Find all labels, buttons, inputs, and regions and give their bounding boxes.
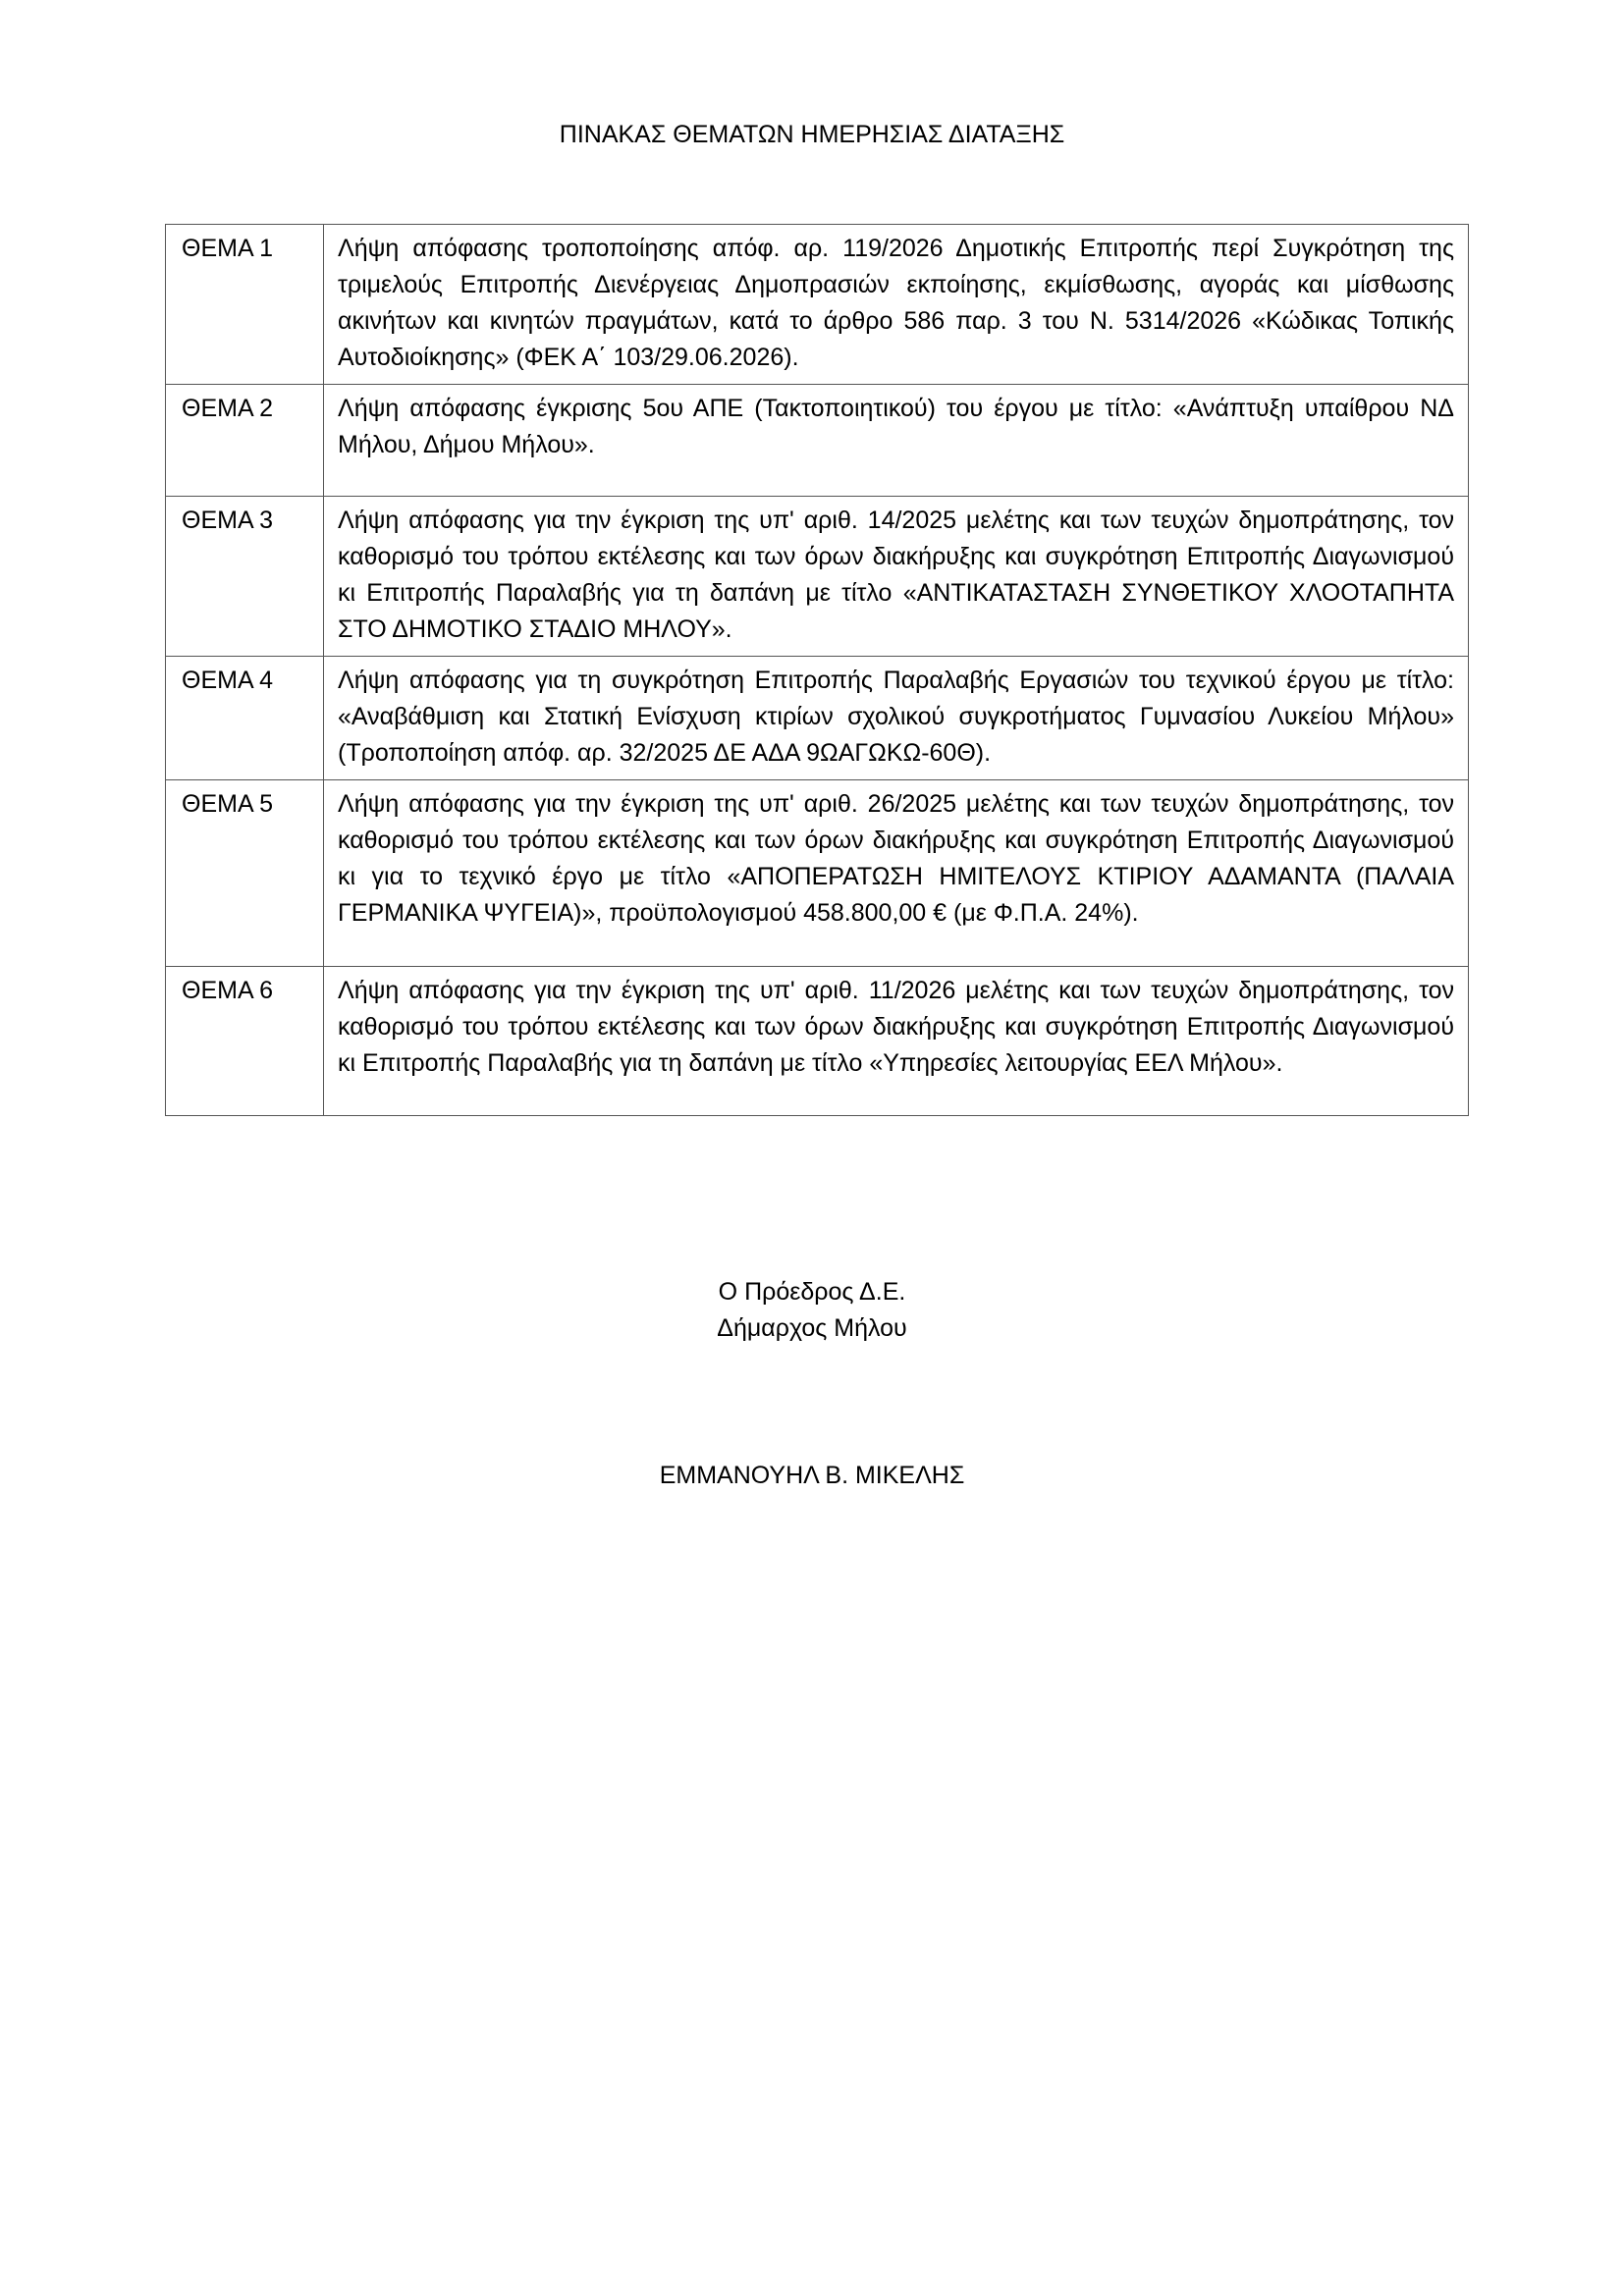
agenda-item-number: ΘΕΜΑ 3	[166, 497, 324, 657]
agenda-item-text: Λήψη απόφασης τροποποίησης απόφ. αρ. 119/2026 Δημοτικής Επιτροπής περί Συγκρότηση της τριμελούς Επιτροπής Διενέργειας Δημοπρασιών εκποίησης, εκμίσθωσης, αγοράς και μίσθωσης ακινήτων και κινητών πραγμάτων, κατά το άρθρο 586 παρ. 3 του Ν. 5314/2026 «Κώδικας Τοπικής Αυτοδιοίκησης» (ΦΕΚ Α΄ 103/29.06.2026).	[324, 225, 1469, 385]
agenda-item-text: Λήψη απόφασης έγκρισης 5ου ΑΠΕ (Τακτοποιητικού) του έργου με τίτλο: «Ανάπτυξη υπαίθρου ΝΔ Μήλου, Δήμου Μήλου».	[324, 385, 1469, 497]
agenda-row	[166, 780, 1469, 967]
page-title: ΠΙΝΑΚΑΣ ΘΕΜΑΤΩΝ ΗΜΕΡΗΣΙΑΣ ΔΙΑΤΑΞΗΣ	[559, 121, 1065, 148]
agenda-item-text: Λήψη απόφασης για την έγκριση της υπ' αριθ. 14/2025 μελέτης και των τευχών δημοπράτησης, τον καθορισμό του τρόπου εκτέλεσης και των όρων διακήρυξης και συγκρότηση Επιτροπής Διαγωνισμού κι Επιτροπής Παραλαβής για τη δαπάνη με τίτλο «ΑΝΤΙΚΑΤΑΣΤΑΣΗ ΣΥΝΘΕΤΙΚΟΥ ΧΛΟΟΤΑΠΗΤΑ ΣΤΟ ΔΗΜΟΤΙΚΟ ΣΤΑΔΙΟ ΜΗΛΟΥ».	[324, 497, 1469, 657]
agenda-item-number: ΘΕΜΑ 4	[166, 657, 324, 780]
agenda-item-number: ΘΕΜΑ 5	[166, 780, 324, 967]
agenda-row	[166, 967, 1469, 1116]
signature-role-line: Ο Πρόεδρος Δ.Ε.	[718, 1278, 906, 1306]
signature-role	[0, 1274, 1624, 1347]
signatory-name: ΕΜΜΑΝΟΥΗΛ Β. ΜΙΚΕΛΗΣ	[659, 1462, 965, 1489]
signature-role-line: Δήμαρχος Μήλου	[717, 1314, 907, 1342]
agenda-item-text: Λήψη απόφασης για την έγκριση της υπ' αριθ. 26/2025 μελέτης και των τευχών δημοπράτησης, τον καθορισμό του τρόπου εκτέλεσης και των όρων διακήρυξης και συγκρότηση Επιτροπής Διαγωνισμού κι για το τεχνικό έργο με τίτλο «ΑΠΟΠΕΡΑΤΩΣΗ ΗΜΙΤΕΛΟΥΣ ΚΤΙΡΙΟΥ ΑΔΑΜΑΝΤΑ (ΠΑΛΑΙΑ ΓΕΡΜΑΝΙΚΑ ΨΥΓΕΙΑ)», προϋπολογισμού 458.800,00 € (με Φ.Π.Α. 24%).	[324, 780, 1469, 967]
agenda-row	[166, 385, 1469, 497]
agenda-item-number: ΘΕΜΑ 6	[166, 967, 324, 1116]
agenda-table	[165, 224, 1469, 1116]
agenda-row	[166, 225, 1469, 385]
agenda-item-text: Λήψη απόφασης για την έγκριση της υπ' αριθ. 11/2026 μελέτης και των τευχών δημοπράτησης, τον καθορισμό του τρόπου εκτέλεσης και των όρων διακήρυξης και συγκρότηση Επιτροπής Διαγωνισμού κι Επιτροπής Παραλαβής για τη δαπάνη με τίτλο «Υπηρεσίες λειτουργίας ΕΕΛ Μήλου».	[324, 967, 1469, 1116]
agenda-item-number: ΘΕΜΑ 2	[166, 385, 324, 497]
agenda-row	[166, 497, 1469, 657]
agenda-item-text: Λήψη απόφασης για τη συγκρότηση Επιτροπής Παραλαβής Εργασιών του τεχνικού έργου με τίτλο: «Αναβάθμιση και Στατική Ενίσχυση κτιρίων σχολικού συγκροτήματος Γυμνασίου Λυκείου Μήλου» (Τροποποίηση απόφ. αρ. 32/2025 ΔΕ ΑΔΑ 9ΩΑΓΩΚΩ-60Θ).	[324, 657, 1469, 780]
agenda-item-number: ΘΕΜΑ 1	[166, 225, 324, 385]
agenda-row	[166, 657, 1469, 780]
